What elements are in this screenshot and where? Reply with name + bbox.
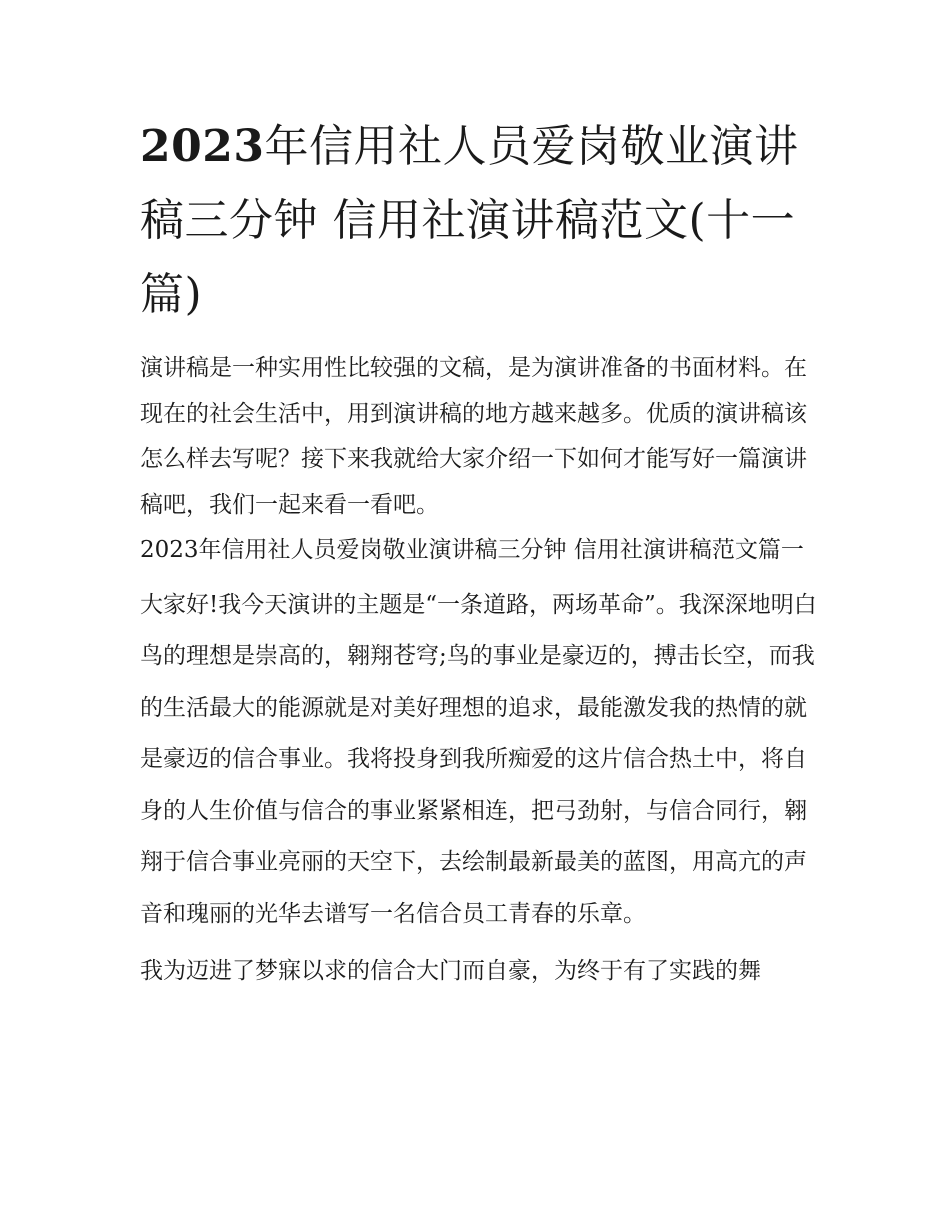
body-paragraph-2: 我为迈进了梦寐以求的信合大门而自豪，为终于有了实践的舞 xyxy=(140,958,761,984)
title-text: 年信用社人员爱岗敬业演讲稿三分钟 信用社演讲稿范文(十一篇) xyxy=(140,121,799,320)
document-page xyxy=(140,110,820,998)
title-year: 2023 xyxy=(140,121,265,172)
section-heading: 2023年信用社人员爱岗敬业演讲稿三分钟 信用社演讲稿范文篇一 xyxy=(140,537,804,563)
body-paragraph-1: 大家好!我今天演讲的主题是“一条道路，两场革命”。我深深地明白鸟的理想是崇高的，翱翔苍穹;鸟的事业是豪迈的，搏击长空，而我的生活最大的能源就是对美好理想的追求，最能激发我的热情的就是豪迈的信合事业。我将投身到我所痴爱的这片信合热土中，将自身的人生价值与信合的事业紧紧相连，把弓劲射，与信合同行，翱翔于信合事业亮丽的天空下，去绘制最新最美的蓝图，用高亢的声音和瑰丽的光华去谱写一名信合员工青春的乐章。 xyxy=(140,591,817,927)
document-title xyxy=(140,110,820,332)
intro-paragraph: 演讲稿是一种实用性比较强的文稿，是为演讲准备的书面材料。在现在的社会生活中，用到演讲稿的地方越来越多。优质的演讲稿该怎么样去写呢？接下来我就给大家介绍一下如何才能写好一篇演讲稿吧，我们一起来看一看吧。 xyxy=(140,355,807,518)
